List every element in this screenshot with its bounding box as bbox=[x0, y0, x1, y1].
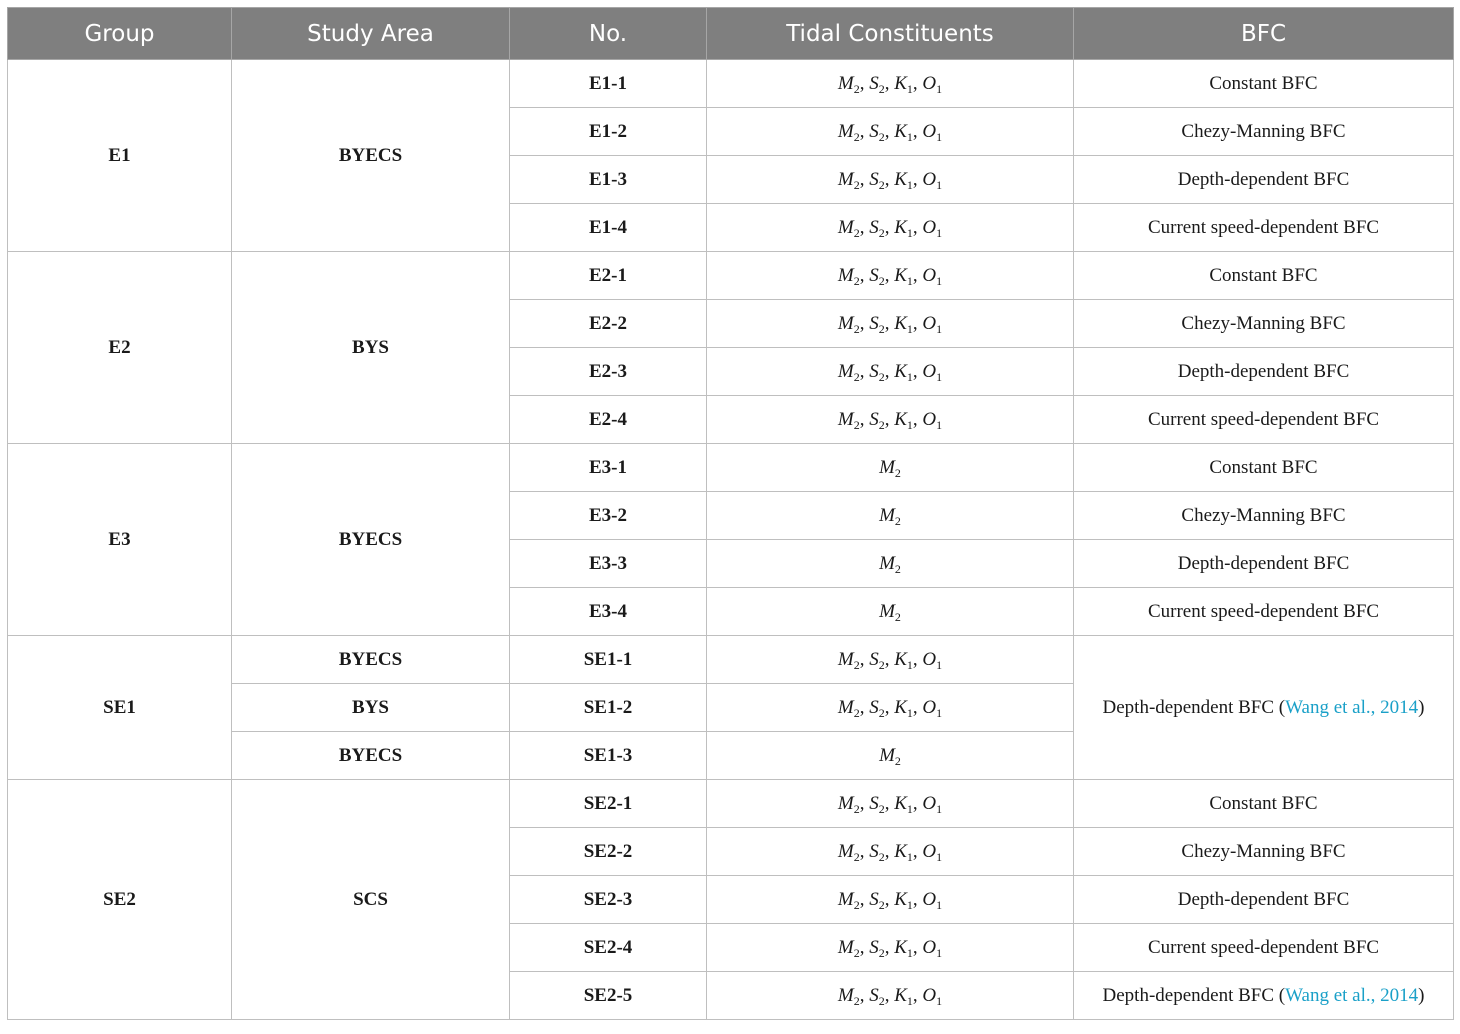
constituent-subscript: 2 bbox=[878, 801, 885, 816]
constituent-subscript: 2 bbox=[853, 177, 860, 192]
no-cell: SE1-2 bbox=[510, 684, 707, 732]
no-cell: SE2-3 bbox=[510, 876, 707, 924]
constituent-symbol: M bbox=[837, 648, 854, 670]
no-cell: E2-4 bbox=[510, 396, 707, 444]
study-area-cell: BYECS bbox=[232, 444, 510, 636]
constituent-symbol: S bbox=[869, 312, 879, 334]
constituent-symbol: M bbox=[837, 408, 854, 430]
constituent-subscript: 2 bbox=[853, 129, 860, 144]
no-cell: E3-4 bbox=[510, 588, 707, 636]
bfc-cell: Depth-dependent BFC bbox=[1074, 876, 1454, 924]
tidal-cell: $M_2$, $S_2$, $K_1$, $O_1$ bbox=[707, 396, 1074, 444]
group-cell: E2 bbox=[8, 252, 232, 444]
constituent-subscript: 2 bbox=[878, 849, 885, 864]
tidal-cell: $M_2$, $S_2$, $K_1$, $O_1$ bbox=[707, 300, 1074, 348]
constituent-subscript: 2 bbox=[853, 273, 860, 288]
header-group: Group bbox=[8, 8, 232, 60]
bfc-close: ) bbox=[1418, 984, 1425, 1006]
constituent-subscript: 1 bbox=[936, 945, 943, 960]
constituent-subscript: 2 bbox=[853, 849, 860, 864]
constituent-subscript: 1 bbox=[906, 657, 913, 672]
no-cell: E2-1 bbox=[510, 252, 707, 300]
tidal-cell: $M_2$, $S_2$, $K_1$, $O_1$ bbox=[707, 876, 1074, 924]
header-bfc: BFC bbox=[1074, 8, 1454, 60]
constituent-symbol: M bbox=[837, 792, 854, 814]
constituent-symbol: O bbox=[922, 888, 937, 910]
constituent-subscript: 1 bbox=[936, 417, 943, 432]
bfc-cell: Constant BFC bbox=[1074, 252, 1454, 300]
group-cell: SE1 bbox=[8, 636, 232, 780]
constituent-symbol: K bbox=[894, 936, 907, 958]
constituent-symbol: S bbox=[869, 408, 879, 430]
constituent-subscript: 2 bbox=[853, 369, 860, 384]
constituent-subscript: 1 bbox=[906, 321, 913, 336]
constituent-symbol: S bbox=[869, 264, 879, 286]
constituent-symbol: M bbox=[837, 72, 854, 94]
constituent-subscript: 1 bbox=[936, 897, 943, 912]
constituent-symbol: S bbox=[869, 72, 879, 94]
constituent-subscript: 2 bbox=[878, 177, 885, 192]
no-cell: E1-2 bbox=[510, 108, 707, 156]
tidal-cell: $M_2$, $S_2$, $K_1$, $O_1$ bbox=[707, 108, 1074, 156]
bfc-cell: Current speed-dependent BFC bbox=[1074, 204, 1454, 252]
constituent-subscript: 2 bbox=[894, 465, 901, 480]
bfc-cell: Constant BFC bbox=[1074, 780, 1454, 828]
no-cell: E3-3 bbox=[510, 540, 707, 588]
constituent-subscript: 2 bbox=[853, 225, 860, 240]
no-cell: SE2-1 bbox=[510, 780, 707, 828]
study-area-cell: BYS bbox=[232, 252, 510, 444]
constituent-subscript: 2 bbox=[878, 705, 885, 720]
constituent-symbol: O bbox=[922, 312, 937, 334]
tidal-cell bbox=[707, 444, 1074, 492]
constituent-symbol: K bbox=[894, 648, 907, 670]
constituent-symbol: K bbox=[894, 792, 907, 814]
constituent-subscript: 2 bbox=[894, 753, 901, 768]
no-cell: E1-1 bbox=[510, 60, 707, 108]
bfc-cell: Depth-dependent BFC bbox=[1074, 156, 1454, 204]
bfc-cell: Current speed-dependent BFC bbox=[1074, 588, 1454, 636]
no-cell: E3-2 bbox=[510, 492, 707, 540]
constituent-subscript: 2 bbox=[878, 993, 885, 1008]
constituent-symbol: M bbox=[837, 264, 854, 286]
tidal-cell bbox=[707, 492, 1074, 540]
bfc-cell: Current speed-dependent BFC bbox=[1074, 396, 1454, 444]
constituent-symbol: S bbox=[869, 936, 879, 958]
constituent-symbol: M bbox=[879, 744, 895, 766]
constituent-subscript: 1 bbox=[936, 225, 943, 240]
bfc-cell: Depth-dependent BFC bbox=[1074, 348, 1454, 396]
constituent-symbol: K bbox=[894, 168, 907, 190]
constituent-subscript: 1 bbox=[936, 321, 943, 336]
tidal-cell bbox=[707, 732, 1074, 780]
bfc-cell bbox=[1074, 972, 1454, 1020]
tidal-cell: $M_2$, $S_2$, $K_1$, $O_1$ bbox=[707, 252, 1074, 300]
constituent-symbol: M bbox=[837, 984, 854, 1006]
study-area-cell: SCS bbox=[232, 780, 510, 1020]
constituent-subscript: 2 bbox=[878, 945, 885, 960]
constituent-symbol: K bbox=[894, 216, 907, 238]
constituent-symbol: M bbox=[837, 888, 854, 910]
constituent-symbol: O bbox=[922, 792, 937, 814]
constituent-symbol: S bbox=[869, 696, 879, 718]
constituent-subscript: 1 bbox=[906, 849, 913, 864]
group-cell: SE2 bbox=[8, 780, 232, 1020]
no-cell: E2-2 bbox=[510, 300, 707, 348]
no-cell: E2-3 bbox=[510, 348, 707, 396]
constituent-subscript: 2 bbox=[853, 81, 860, 96]
table-row bbox=[8, 780, 1454, 828]
constituent-subscript: 1 bbox=[906, 81, 913, 96]
bfc-cell: Chezy-Manning BFC bbox=[1074, 108, 1454, 156]
bfc-cell: Depth-dependent BFC bbox=[1074, 540, 1454, 588]
bfc-cell: Chezy-Manning BFC bbox=[1074, 300, 1454, 348]
constituent-symbol: K bbox=[894, 888, 907, 910]
constituent-subscript: 2 bbox=[878, 81, 885, 96]
constituent-subscript: 1 bbox=[906, 993, 913, 1008]
group-cell: E1 bbox=[8, 60, 232, 252]
no-cell: E3-1 bbox=[510, 444, 707, 492]
no-cell: E1-4 bbox=[510, 204, 707, 252]
no-cell: E1-3 bbox=[510, 156, 707, 204]
bfc-cell: Chezy-Manning BFC bbox=[1074, 492, 1454, 540]
study-area-cell: BYECS bbox=[232, 636, 510, 684]
constituent-symbol: O bbox=[922, 936, 937, 958]
constituent-subscript: 1 bbox=[936, 657, 943, 672]
header-row bbox=[8, 8, 1454, 60]
constituent-subscript: 1 bbox=[936, 849, 943, 864]
no-cell: SE2-2 bbox=[510, 828, 707, 876]
constituent-subscript: 1 bbox=[936, 705, 943, 720]
constituent-subscript: 2 bbox=[878, 657, 885, 672]
constituent-symbol: M bbox=[837, 696, 854, 718]
tidal-cell: $M_2$, $S_2$, $K_1$, $O_1$ bbox=[707, 684, 1074, 732]
constituent-symbol: M bbox=[837, 360, 854, 382]
constituent-symbol: M bbox=[837, 216, 854, 238]
experiment-table bbox=[7, 7, 1454, 1020]
table-row bbox=[8, 444, 1454, 492]
table-row bbox=[8, 636, 1454, 684]
constituent-symbol: O bbox=[922, 264, 937, 286]
constituent-subscript: 2 bbox=[853, 321, 860, 336]
constituent-symbol: S bbox=[869, 840, 879, 862]
bfc-cell: Chezy-Manning BFC bbox=[1074, 828, 1454, 876]
tidal-cell: $M_2$, $S_2$, $K_1$, $O_1$ bbox=[707, 636, 1074, 684]
no-cell: SE2-4 bbox=[510, 924, 707, 972]
bfc-cell: Current speed-dependent BFC bbox=[1074, 924, 1454, 972]
constituent-subscript: 2 bbox=[853, 657, 860, 672]
constituent-subscript: 2 bbox=[878, 321, 885, 336]
bfc-close: ) bbox=[1418, 696, 1425, 718]
constituent-subscript: 2 bbox=[853, 801, 860, 816]
constituent-symbol: S bbox=[869, 360, 879, 382]
constituent-symbol: O bbox=[922, 216, 937, 238]
constituent-symbol: S bbox=[869, 216, 879, 238]
constituent-subscript: 1 bbox=[936, 177, 943, 192]
constituent-symbol: M bbox=[879, 456, 895, 478]
constituent-symbol: K bbox=[894, 408, 907, 430]
tidal-cell: $M_2$, $S_2$, $K_1$, $O_1$ bbox=[707, 924, 1074, 972]
constituent-subscript: 1 bbox=[906, 417, 913, 432]
constituent-symbol: M bbox=[837, 936, 854, 958]
constituent-symbol: O bbox=[922, 648, 937, 670]
constituent-subscript: 1 bbox=[936, 273, 943, 288]
citation-link[interactable]: Wang et al., 2014 bbox=[1285, 696, 1419, 718]
constituent-subscript: 1 bbox=[936, 369, 943, 384]
constituent-subscript: 2 bbox=[894, 561, 901, 576]
constituent-symbol: M bbox=[837, 120, 854, 142]
constituent-symbol: O bbox=[922, 408, 937, 430]
constituent-subscript: 1 bbox=[906, 897, 913, 912]
table-container bbox=[7, 7, 1454, 1020]
header-study-area: Study Area bbox=[232, 8, 510, 60]
constituent-subscript: 1 bbox=[936, 129, 943, 144]
study-area-cell: BYECS bbox=[232, 732, 510, 780]
constituent-symbol: S bbox=[869, 648, 879, 670]
constituent-symbol: M bbox=[837, 312, 854, 334]
constituent-subscript: 2 bbox=[894, 513, 901, 528]
group-cell: E3 bbox=[8, 444, 232, 636]
constituent-symbol: S bbox=[869, 888, 879, 910]
table-row bbox=[8, 252, 1454, 300]
tidal-cell: $M_2$, $S_2$, $K_1$, $O_1$ bbox=[707, 348, 1074, 396]
no-cell: SE1-3 bbox=[510, 732, 707, 780]
constituent-subscript: 1 bbox=[906, 273, 913, 288]
bfc-cell: Constant BFC bbox=[1074, 444, 1454, 492]
constituent-symbol: K bbox=[894, 72, 907, 94]
constituent-symbol: S bbox=[869, 168, 879, 190]
constituent-subscript: 1 bbox=[906, 705, 913, 720]
citation-link[interactable]: Wang et al., 2014 bbox=[1285, 984, 1419, 1006]
constituent-symbol: M bbox=[837, 840, 854, 862]
constituent-subscript: 2 bbox=[894, 609, 901, 624]
constituent-subscript: 1 bbox=[906, 177, 913, 192]
constituent-symbol: M bbox=[879, 552, 895, 574]
constituent-symbol: O bbox=[922, 840, 937, 862]
constituent-subscript: 1 bbox=[936, 81, 943, 96]
bfc-cell: Constant BFC bbox=[1074, 60, 1454, 108]
header-tidal-constituents: Tidal Constituents bbox=[707, 8, 1074, 60]
constituent-symbol: M bbox=[837, 168, 854, 190]
constituent-symbol: O bbox=[922, 696, 937, 718]
constituent-subscript: 1 bbox=[906, 369, 913, 384]
constituent-symbol: S bbox=[869, 792, 879, 814]
constituent-subscript: 1 bbox=[906, 945, 913, 960]
constituent-symbol: O bbox=[922, 360, 937, 382]
constituent-symbol: K bbox=[894, 696, 907, 718]
constituent-symbol: K bbox=[894, 360, 907, 382]
study-area-cell: BYECS bbox=[232, 60, 510, 252]
tidal-cell: $M_2$, $S_2$, $K_1$, $O_1$ bbox=[707, 60, 1074, 108]
constituent-symbol: S bbox=[869, 984, 879, 1006]
constituent-subscript: 2 bbox=[878, 273, 885, 288]
constituent-subscript: 1 bbox=[936, 801, 943, 816]
constituent-symbol: M bbox=[879, 504, 895, 526]
constituent-subscript: 2 bbox=[878, 897, 885, 912]
constituent-subscript: 2 bbox=[878, 129, 885, 144]
bfc-text: Depth-dependent BFC ( bbox=[1102, 984, 1286, 1006]
constituent-subscript: 2 bbox=[853, 945, 860, 960]
constituent-subscript: 1 bbox=[906, 129, 913, 144]
bfc-text: Depth-dependent BFC ( bbox=[1102, 696, 1286, 718]
tidal-cell: $M_2$, $S_2$, $K_1$, $O_1$ bbox=[707, 204, 1074, 252]
tidal-cell: $M_2$, $S_2$, $K_1$, $O_1$ bbox=[707, 780, 1074, 828]
constituent-symbol: K bbox=[894, 840, 907, 862]
tidal-cell: $M_2$, $S_2$, $K_1$, $O_1$ bbox=[707, 156, 1074, 204]
constituent-subscript: 1 bbox=[906, 225, 913, 240]
constituent-symbol: K bbox=[894, 264, 907, 286]
constituent-symbol: K bbox=[894, 984, 907, 1006]
constituent-subscript: 1 bbox=[906, 801, 913, 816]
constituent-subscript: 2 bbox=[878, 369, 885, 384]
study-area-cell: BYS bbox=[232, 684, 510, 732]
constituent-symbol: O bbox=[922, 984, 937, 1006]
table-row bbox=[8, 60, 1454, 108]
constituent-subscript: 2 bbox=[853, 417, 860, 432]
tidal-cell: $M_2$, $S_2$, $K_1$, $O_1$ bbox=[707, 828, 1074, 876]
constituent-symbol: K bbox=[894, 312, 907, 334]
header-no: No. bbox=[510, 8, 707, 60]
constituent-subscript: 2 bbox=[853, 993, 860, 1008]
tidal-cell: $M_2$, $S_2$, $K_1$, $O_1$ bbox=[707, 972, 1074, 1020]
bfc-cell bbox=[1074, 636, 1454, 780]
no-cell: SE1-1 bbox=[510, 636, 707, 684]
constituent-subscript: 2 bbox=[853, 705, 860, 720]
constituent-subscript: 2 bbox=[853, 897, 860, 912]
constituent-symbol: O bbox=[922, 120, 937, 142]
constituent-symbol: M bbox=[879, 600, 895, 622]
constituent-subscript: 2 bbox=[878, 417, 885, 432]
tidal-cell bbox=[707, 540, 1074, 588]
constituent-symbol: O bbox=[922, 72, 937, 94]
constituent-subscript: 2 bbox=[878, 225, 885, 240]
no-cell: SE2-5 bbox=[510, 972, 707, 1020]
constituent-symbol: K bbox=[894, 120, 907, 142]
tidal-cell bbox=[707, 588, 1074, 636]
constituent-symbol: S bbox=[869, 120, 879, 142]
constituent-subscript: 1 bbox=[936, 993, 943, 1008]
constituent-symbol: O bbox=[922, 168, 937, 190]
